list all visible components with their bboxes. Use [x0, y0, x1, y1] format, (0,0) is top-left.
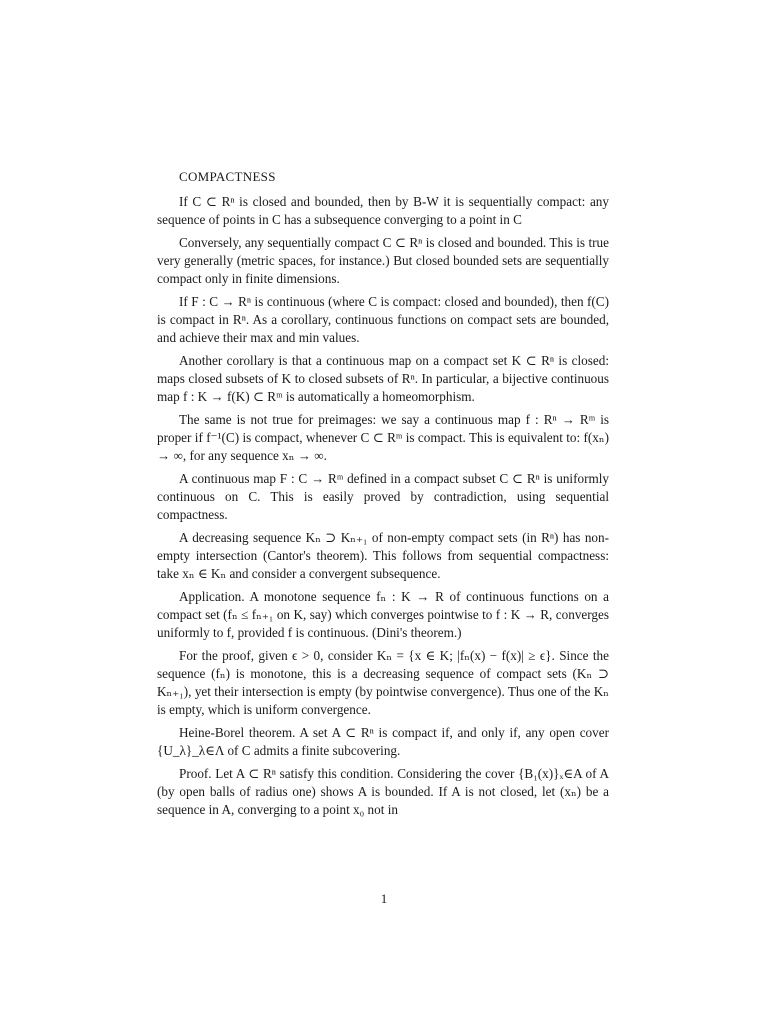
paragraph: Application. A monotone sequence fₙ : K → R of continuous functions on a compact set (fₙ ≤ fₙ₊₁ on K, say) which converges pointwise to f : K → R, converges uniformly to f, provided f is continuous. (Dini's theorem.) [157, 589, 609, 640]
paragraph: Another corollary is that a continuous map on a compact set K ⊂ Rⁿ is closed: maps closed subsets of K to closed subsets of Rⁿ. In particular, a bijective continuous map f : K → f(K) ⊂ Rᵐ is automatically a homeomorphism. [157, 353, 609, 404]
paragraph: If C ⊂ Rⁿ is closed and bounded, then by B-W it is sequentially compact: any sequence of points in C has a subsequence converging to a point in C [157, 194, 609, 227]
paragraph: Proof. Let A ⊂ Rⁿ satisfy this condition. Considering the cover {B₁(x)}ₓ∈A of A (by open balls of radius one) shows A is bounded. If A is not closed, let (xₙ) be a sequence in A, converging to a point x₀ not in [157, 766, 609, 817]
paragraph: A decreasing sequence Kₙ ⊃ Kₙ₊₁ of non-empty compact sets (in Rⁿ) has non-empty intersection (Cantor's theorem). This follows from sequential compactness: take xₙ ∈ Kₙ and consider a convergent subsequence. [157, 530, 609, 581]
paragraph: For the proof, given ϵ > 0, consider Kₙ = {x ∈ K; |fₙ(x) − f(x)| ≥ ϵ}. Since the sequence (fₙ) is monotone, this is a decreasing sequence of compact sets (Kₙ ⊃ Kₙ₊₁), yet their intersection is empty (by pointwise convergence). Thus one of the Kₙ is empty, which is uniform convergence. [157, 648, 609, 717]
page-number: 1 [380, 891, 388, 906]
paragraph: The same is not true for preimages: we say a continuous map f : Rⁿ → Rᵐ is proper if f⁻¹(C) is compact, whenever C ⊂ Rᵐ is compact. This is equivalent to: f(xₙ) → ∞, for any sequence xₙ → ∞. [157, 412, 609, 463]
document-title: COMPACTNESS [179, 169, 276, 184]
paragraph: A continuous map F : C → Rᵐ defined in a compact subset C ⊂ Rⁿ is uniformly continuous on C. This is easily proved by contradiction, using sequential compactness. [157, 471, 609, 522]
paragraph: Heine-Borel theorem. A set A ⊂ Rⁿ is compact if, and only if, any open cover {U_λ}_λ∈Λ of C admits a finite subcovering. [157, 725, 609, 758]
paragraph: Conversely, any sequentially compact C ⊂ Rⁿ is closed and bounded. This is true very generally (metric spaces, for instance.) But closed bounded sets are sequentially compact only in finite dimensions. [157, 235, 609, 286]
paragraph: If F : C → Rⁿ is continuous (where C is compact: closed and bounded), then f(C) is compact in Rⁿ. As a corollary, continuous functions on compact sets are bounded, and achieve their max and min values. [157, 294, 609, 345]
document-body [157, 168, 609, 824]
